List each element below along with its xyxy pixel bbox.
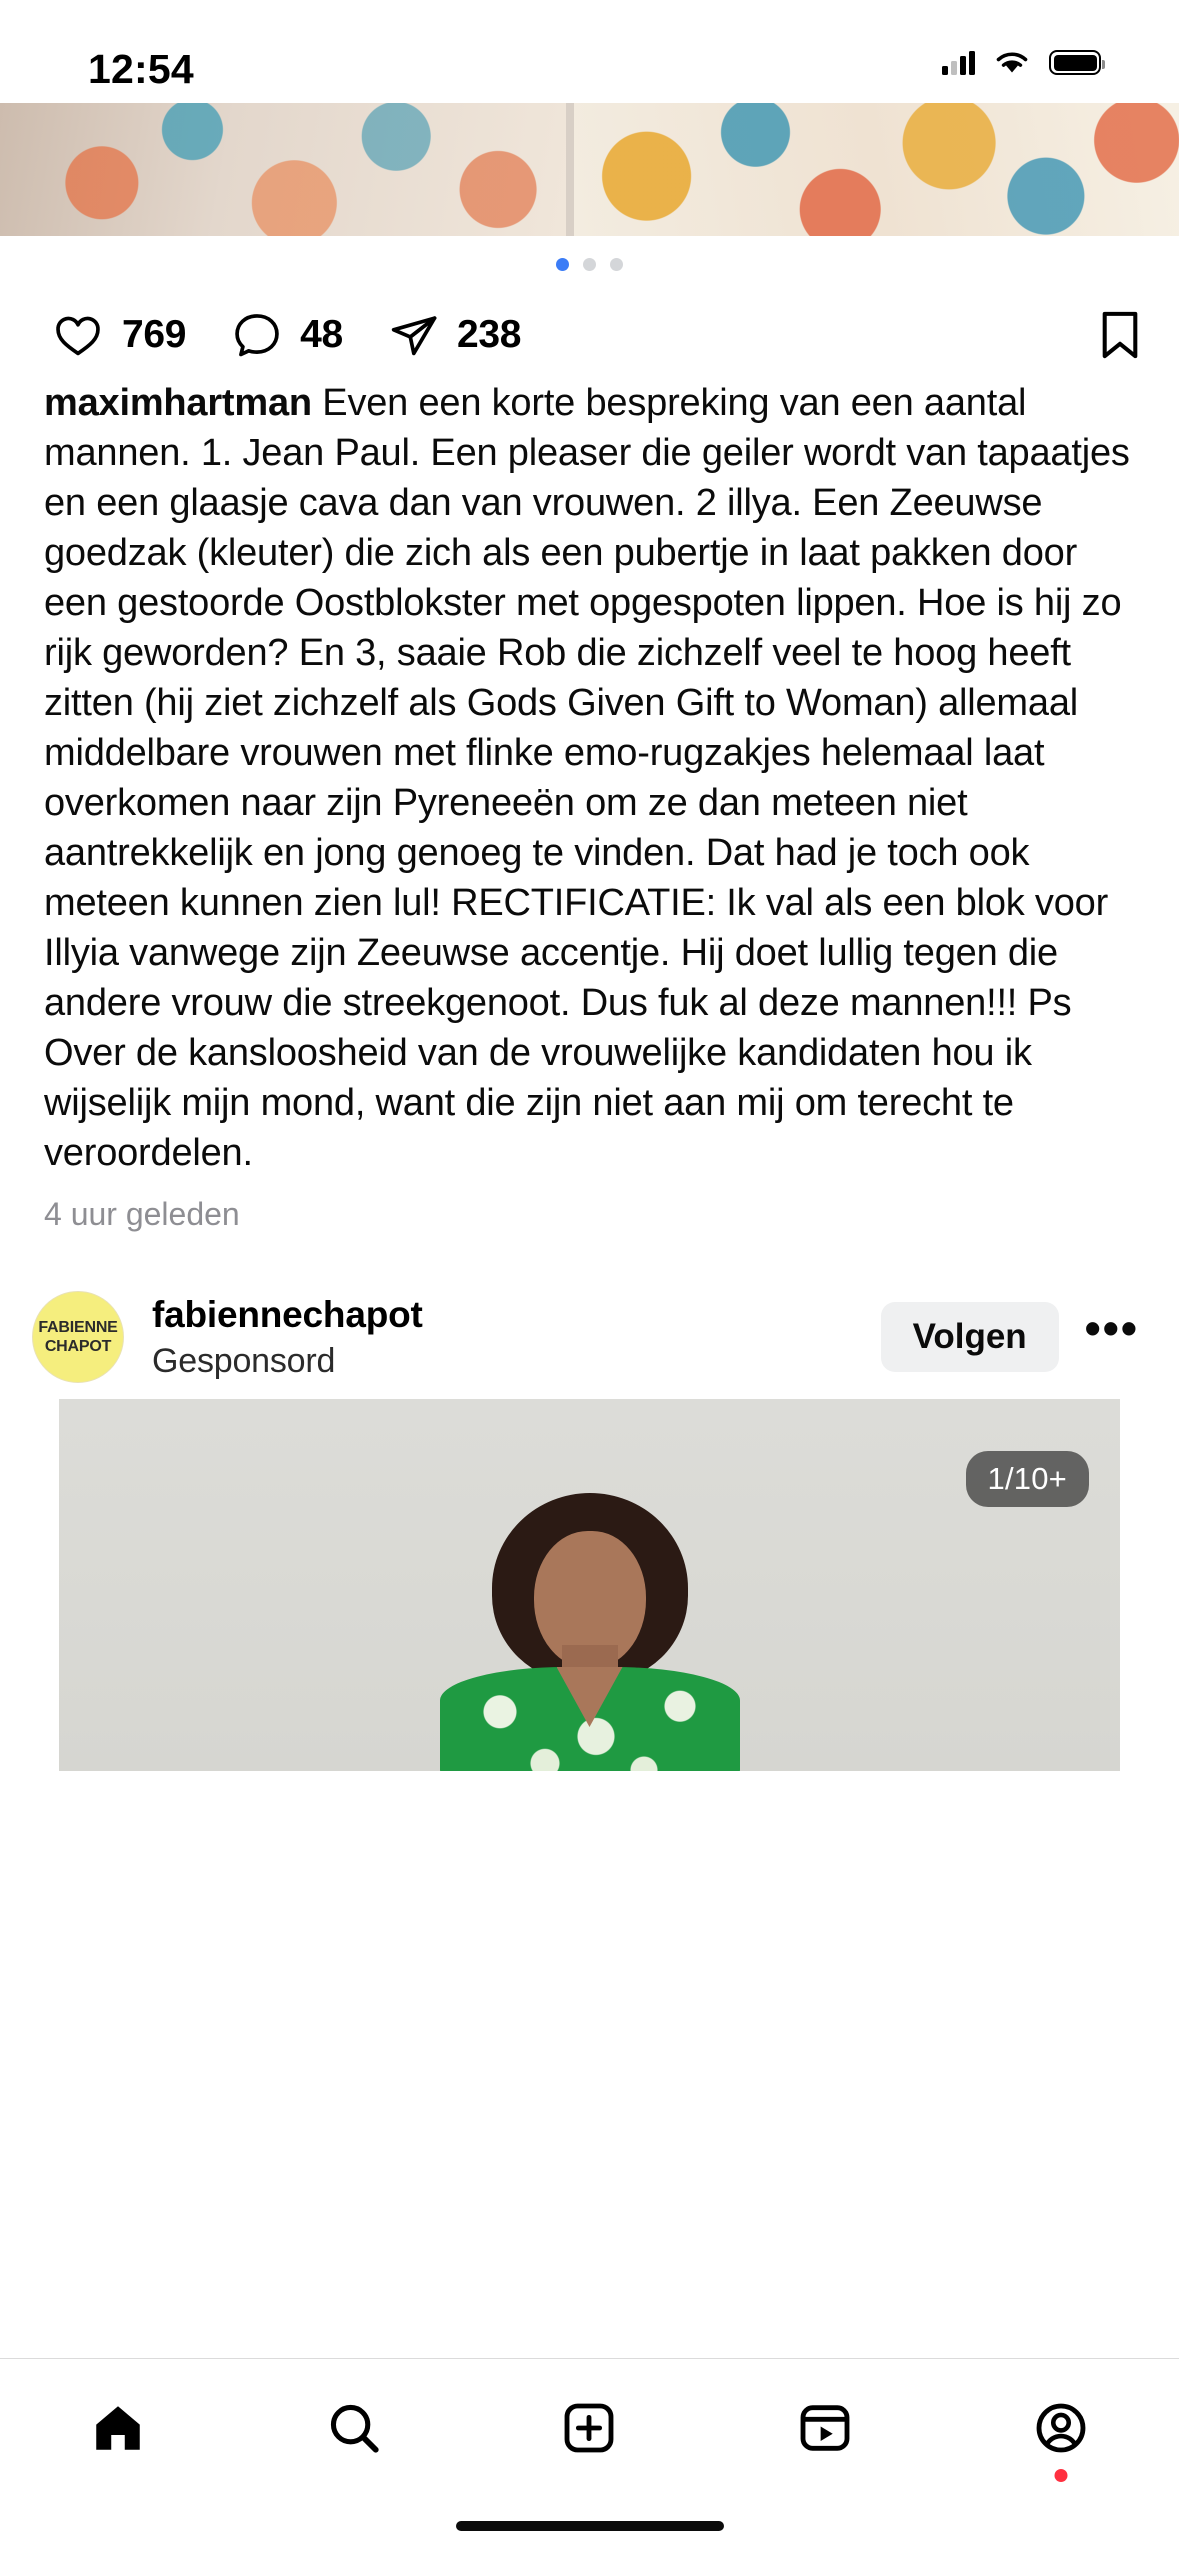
more-options-button[interactable]: ••• [1084,1302,1139,1354]
sponsored-post-username[interactable]: fabiennechapot [152,1293,423,1335]
share-count: 238 [456,313,522,356]
carousel-dots [0,236,1179,292]
sponsored-post-meta [152,1294,423,1381]
post-caption-block [0,378,1179,1233]
profile-notification-badge [1055,2469,1068,2482]
comment-bubble-icon[interactable] [230,309,284,361]
post-media-image-left [0,103,566,236]
bookmark-icon[interactable] [1097,308,1143,362]
home-indicator [0,2496,1179,2556]
profile-circle-icon[interactable] [1030,2399,1092,2457]
tab-home[interactable] [0,2359,236,2496]
battery-full-icon [1049,50,1101,75]
feed-scroll-area[interactable] [0,103,1179,2358]
home-indicator-bar [456,2521,724,2531]
sponsored-post-media[interactable] [0,1399,1179,1771]
carousel-dot-3 [610,258,623,271]
status-bar [0,0,1179,103]
carousel-dot-1 [556,258,569,271]
post-action-bar [0,292,1179,378]
save-action[interactable] [1097,308,1143,362]
like-count: 769 [122,313,187,356]
sponsored-post-header [0,1281,1179,1393]
tab-create[interactable] [472,2359,708,2496]
cellular-signal-icon [942,51,975,75]
status-bar-time: 12:54 [88,46,194,92]
paper-plane-icon[interactable] [387,309,441,361]
comment-action[interactable] [230,309,343,361]
post-timestamp: 4 uur geleden [44,1196,240,1232]
home-icon[interactable] [87,2399,149,2457]
search-icon[interactable] [323,2399,385,2457]
tab-reels[interactable] [707,2359,943,2496]
post-media-carousel[interactable] [0,103,1179,236]
sponsored-label: Gesponsord [152,1341,336,1380]
avatar-label-line2: CHAPOT [44,1338,112,1355]
comment-count: 48 [300,313,343,356]
heart-icon[interactable] [50,309,106,361]
status-bar-icons [942,48,1101,77]
tab-profile[interactable] [943,2359,1179,2496]
follow-button[interactable]: Volgen [881,1302,1059,1372]
sponsored-post-image [59,1399,1120,1771]
avatar-label-line1: FABIENNE [38,1319,118,1336]
bottom-tab-bar [0,2358,1179,2496]
post-caption-text: Even een korte bespreking van een aantal mannen. 1. Jean Paul. Een pleaser die geiler wordt van tapaatjes en een glaasje cava dan van vrouwen. 2 illya. Een Zeeuwse goedzak (kleuter) die zich als een pubertje in laat pakken door een gestoorde Oostblokster met opgespoten lippen. Hoe is hij zo rijk geworden? En 3, saaie Rob die zichzelf veel te hoog heeft zitten (hij ziet zichzelf als Gods Given Gift to Woman) allemaal middelbare vrouwen met flinke emo-rugzakjes helemaal laat overkomen naar zijn Pyreneeën om ze dan meteen niet aantrekkelijk en jong genoeg te vinden. Dat had je toch ook meteen kunnen zien lul! RECTIFICATIE: Ik val als een blok voor Illyia vanwege zijn Zeeuwse accentje. Hij doet lullig tegen die andere vrouw die streekgenoot. Dus fuk al deze mannen!!! Ps Over de kansloosheid van de vrouwelijke kandidaten hou ik wijselijk mijn mond, want die zijn niet aan mij om terecht te veroordelen. [44,382,1130,1174]
like-action[interactable] [50,309,186,361]
post-media-image-right [574,103,1179,236]
share-action[interactable] [387,309,521,361]
tab-search[interactable] [236,2359,472,2496]
carousel-dot-2 [583,258,596,271]
avatar[interactable] [32,1291,124,1383]
plus-square-icon[interactable] [558,2399,620,2457]
wifi-icon [992,48,1032,77]
post-caption[interactable] [44,378,1135,1178]
reels-icon[interactable] [794,2399,856,2457]
post-author-username[interactable]: maximhartman [44,382,312,424]
media-counter-badge: 1/10+ [966,1451,1089,1507]
